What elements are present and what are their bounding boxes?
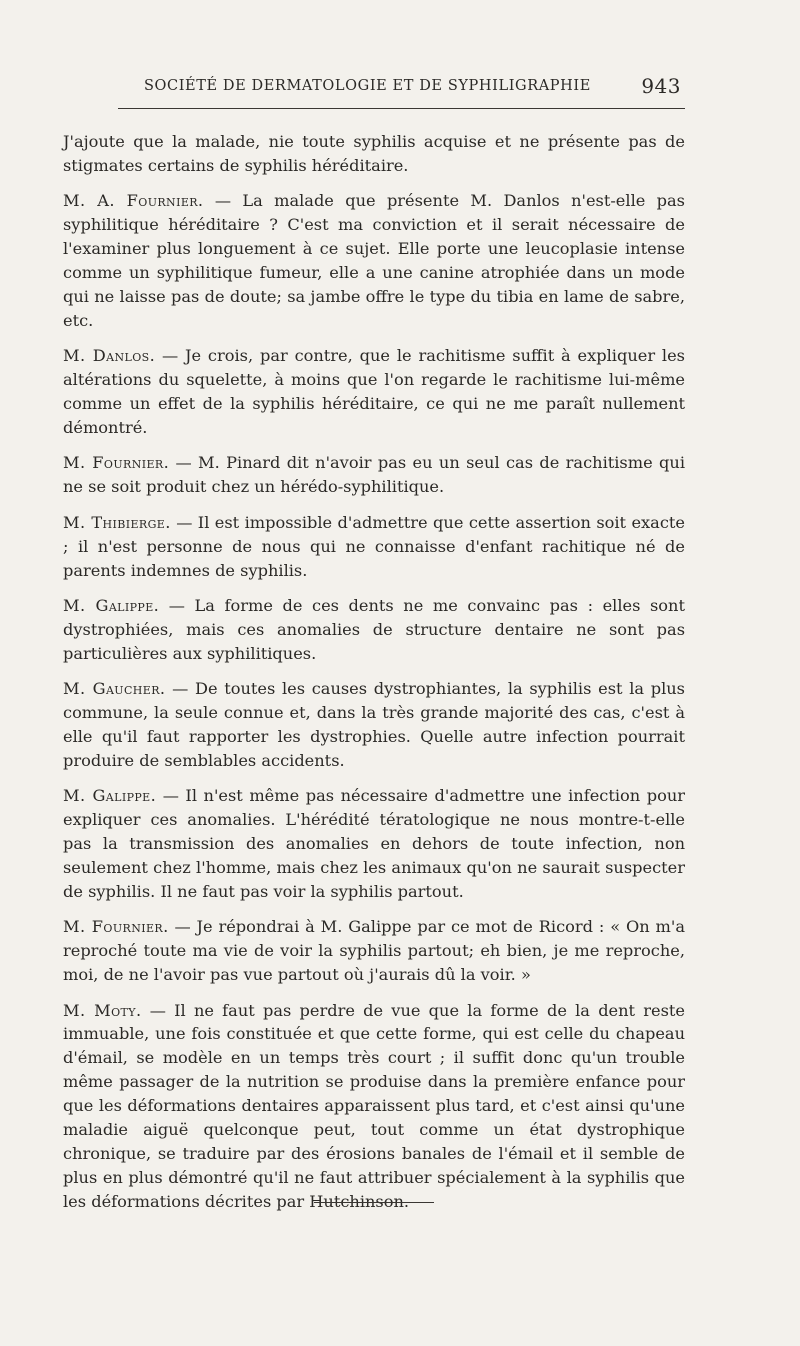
speaker-name: M. Galippe. (63, 786, 157, 806)
body-text (63, 130, 685, 1225)
paragraph (63, 594, 685, 666)
paragraph (63, 130, 685, 178)
paragraph-text: — M. Pinard dit n'avoir pas eu un seul cas de rachitisme qui ne se soit produit chez un hérédo-syphilitique. (63, 453, 685, 497)
paragraph-text: — La malade que présente M. Danlos n'est-elle pas syphilitique héréditaire ? C'est ma conviction et il serait nécessaire de l'examiner plus longuement à ce sujet. Elle porte une leucoplasie intense comme un syphilitique fumeur, elle a une canine atrophiée dans un mode qui ne laisse pas de doute; sa jambe offre le type du tibia en lame de sabre, etc. (63, 191, 685, 330)
paragraph (63, 189, 685, 332)
speaker-name: M. Fournier. (63, 917, 169, 937)
speaker-name: M. Fournier. (63, 453, 170, 473)
speaker-name: M. Gaucher. (63, 679, 166, 699)
running-head (118, 74, 683, 102)
paragraph (63, 999, 685, 1214)
paragraph-text: — Il est impossible d'admettre que cette assertion soit exacte ; il n'est personne de nous qui ne connaisse d'enfant rachitique né de parents indemnes de syphilis. (63, 512, 685, 580)
paragraph-text: — Il ne faut pas perdre de vue que la forme de la dent reste immuable, une fois constituée et que cette forme, qui est celle du chapeau d'émail, se modèle en un temps très court ; il suffit donc qu'un trouble même passager de la nutrition se produise dans la première enfance pour que les déformations dentaires apparaissent plus tard, et c'est ainsi qu'une maladie aiguë quelconque peut, tout comme un état dystrophique chronique, se traduire par des érosions banales de l'émail et il semble de plus en plus démontré qu'il ne faut attribuer spécialement à la syphilis que les déformations décrites par Hutchinson. (63, 1000, 686, 1211)
running-title: SOCIÉTÉ DE DERMATOLOGIE ET DE SYPHILIGRAPHIE (144, 78, 591, 94)
paragraph (63, 677, 685, 773)
paragraph-text: — Je répondrai à M. Galippe par ce mot de Ricord : « On m'a reproché toute ma vie de voir la syphilis partout; eh bien, je me reproche, moi, de ne l'avoir pas vue partout où j'aurais dû la voir. » (63, 917, 685, 985)
end-rule (314, 1202, 434, 1203)
speaker-name: M. Thibierge. (63, 512, 171, 532)
paragraph (63, 784, 685, 904)
speaker-name: M. Galippe. (63, 595, 160, 615)
speaker-name: M. Moty. (63, 1000, 142, 1020)
paragraph (63, 915, 685, 987)
speaker-name: M. A. Fournier. (63, 191, 204, 211)
paragraph-text: — Je crois, par contre, que le rachitisme suffit à expliquer les altérations du squelette, à moins que l'on regarde le rachitisme lui-même comme un effet de la syphilis héréditaire, ce qui ne me paraît nullement démontré. (63, 346, 685, 437)
paragraph-text: — Il n'est même pas nécessaire d'admettre une infection pour expliquer ces anomalies. L'hérédité tératologique ne nous montre-t-elle pas la transmission des anomalies en dehors de toute infection, non seulement chez l'homme, mais chez les animaux qu'on ne saurait suspecter de syphilis. Il ne faut pas voir la syphilis partout. (63, 786, 685, 901)
paragraph-text: — La forme de ces dents ne me convainc pas : elles sont dystrophiées, mais ces anomalies de structure dentaire ne sont pas particulières aux syphilitiques. (63, 595, 685, 663)
header-rule (118, 108, 685, 109)
paragraph (63, 511, 685, 583)
paragraph (63, 451, 685, 499)
paragraph-text: — De toutes les causes dystrophiantes, la syphilis est la plus commune, la seule connue et, dans la très grande majorité des cas, c'est à elle qu'il faut rapporter les dystrophies. Quelle autre infection pourrait produire de semblables accidents. (63, 679, 685, 770)
page-number: 943 (641, 74, 681, 98)
speaker-name: M. Danlos. (63, 346, 156, 366)
paragraph-text: J'ajoute que la malade, nie toute syphilis acquise et ne présente pas de stigmates certains de syphilis héréditaire. (63, 132, 685, 175)
paragraph (63, 344, 685, 440)
